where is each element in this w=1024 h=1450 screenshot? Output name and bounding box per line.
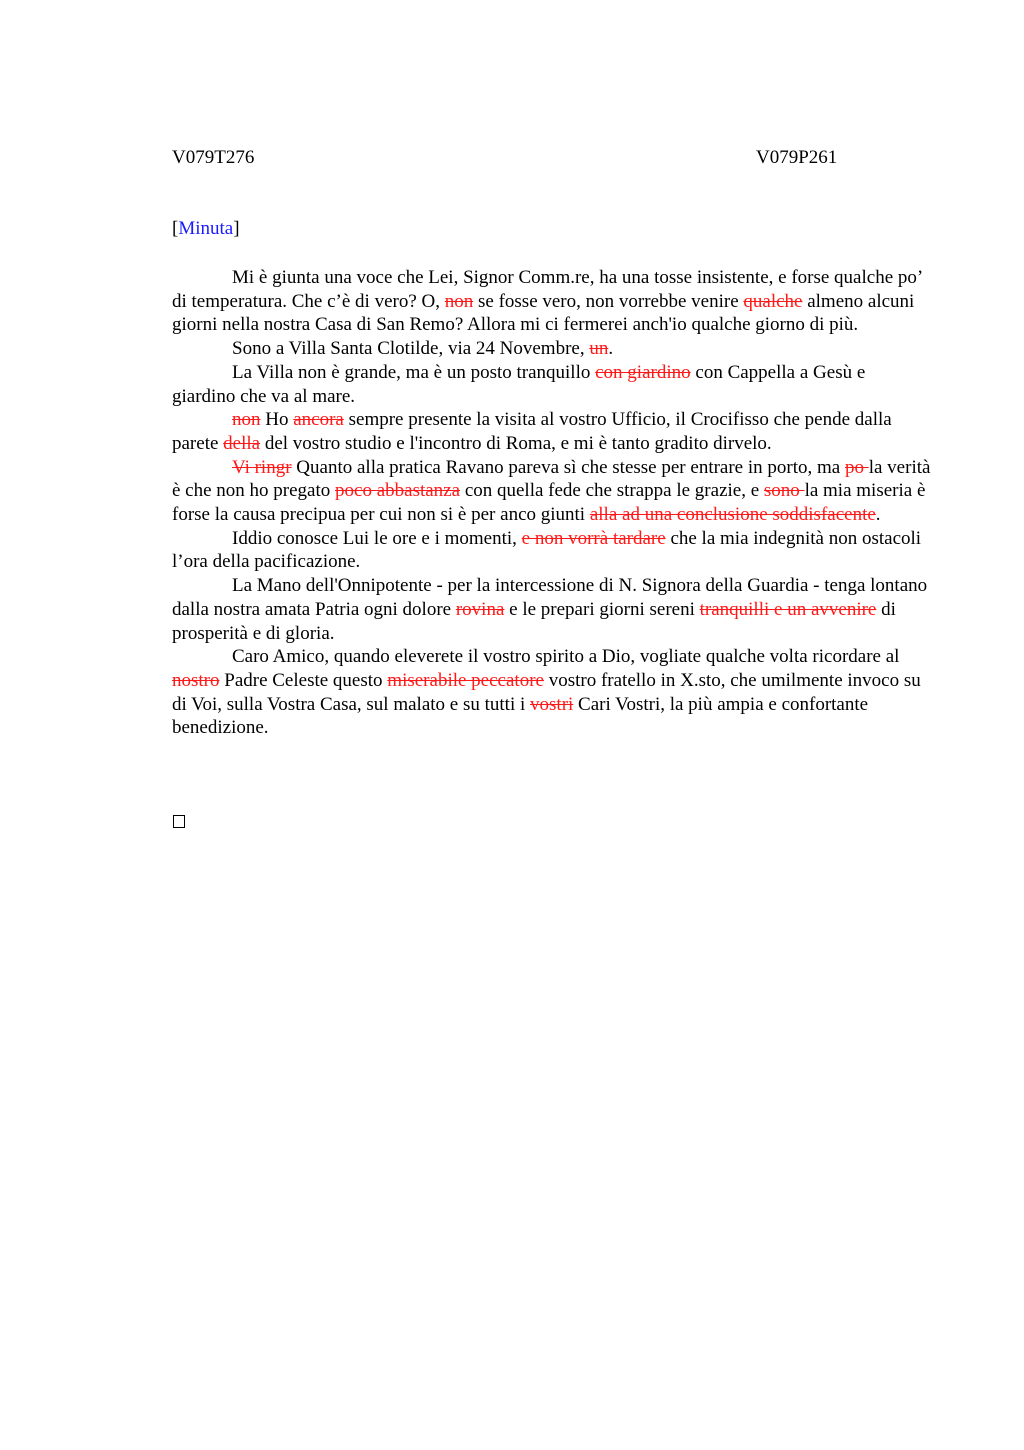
minuta-label: Minuta [178,218,234,239]
deleted-text: ancora [293,409,344,431]
letter-paragraph-5 [172,456,932,527]
deleted-text: vostri [530,693,574,715]
deleted-text: nostro [172,669,220,691]
deleted-text: un [589,338,609,360]
deleted-text: alla ad una conclusione soddisfacente [589,504,876,526]
text-run: Iddio conosce Lui le ore e i momenti, [232,527,522,549]
letter-paragraph-4 [172,408,932,455]
text-run: che la mia indegnità non ostacoli l’ora della pacificazione. [172,527,922,573]
letter-paragraph-6 [172,527,932,574]
text-run: Cari Vostri, la più ampia e confortante benedizione. [172,693,869,739]
text-run: sempre presente la visita al vostro Ufficio, il Crocifisso che pende dalla parete [172,409,892,454]
text-run: Ho [260,409,294,431]
deleted-text: e non vorrà tardare [521,527,666,549]
deleted-text: Vi ringr [232,456,292,478]
text-run: se fosse vero, non vorrebbe venire [473,290,744,312]
text-run: Quanto alla pratica Ravano pareva sì che stesse per entrare in porto, ma [291,456,845,478]
deleted-text: poco abbastanza [335,480,461,502]
text-run: la verità è che non ho pregato [172,456,931,502]
text-run: con Cappella a Gesù e giardino che va al mare. [172,361,866,407]
text-run: del vostro studio e l'incontro di Roma, e mi è tanto gradito dirvelo. [260,432,772,454]
deleted-text: con giardino [595,361,691,383]
text-run: La Villa non è grande, ma è un posto tranquillo [232,361,596,383]
deleted-text: po [844,456,869,478]
text-run: . [608,338,614,360]
letter-body [172,266,932,740]
text-run: vostro fratello in X.sto, che umilmente invoco su di Voi, sulla Vostra Casa, sul malato e su tutti i [172,669,921,715]
deleted-text: tranquilli e un avvenire [699,598,877,620]
letter-paragraph-7 [172,574,932,645]
deleted-text: rovina [455,598,505,620]
bracket-open: [ [172,218,179,239]
deleted-text: non [232,409,261,431]
text-run: la mia miseria è forse la causa precipua per cui non si è per anco giunti [172,480,926,526]
text-run: di prosperità e di gloria. [172,598,896,644]
text-run: Caro Amico, quando eleverete il vostro spirito a Dio, vogliate qualche volta ricordare al [232,646,900,668]
deleted-text: della [223,432,261,454]
document-code-right: V079P261 [756,147,838,168]
deleted-text: qualche [743,290,803,312]
deleted-text: sono [763,480,805,502]
deleted-text: non [444,290,474,312]
text-run: Sono a Villa Santa Clotilde, via 24 Novembre, [232,338,590,360]
end-of-document-box-icon [173,815,185,828]
text-run: Mi è giunta una voce che Lei, Signor Comm.re, ha una tosse insistente, e forse qualche po’ di temperatura. Che c’è di vero? O, [172,267,922,312]
letter-paragraph-1 [172,266,932,337]
text-run: . [875,504,881,526]
document-code-left: V079T276 [172,147,255,168]
text-run: La Mano dell'Onnipotente - per la intercessione di N. Signora della Guardia - tenga lontano dalla nostra amata Patria ogni dolore [172,575,928,620]
deleted-text: miserabile peccatore [387,669,544,691]
section-label [172,218,240,240]
text-run: e le prepari giorni sereni [504,598,700,620]
bracket-close: ] [233,218,240,239]
text-run: con quella fede che strappa le grazie, e [460,480,764,502]
text-run: almeno alcuni giorni nella nostra Casa di San Remo? Allora mi ci fermerei anch'io qualche giorno di più. [172,290,915,336]
text-run: Padre Celeste questo [219,669,388,691]
letter-paragraph-8 [172,645,932,740]
letter-paragraph-2 [172,337,932,361]
letter-paragraph-3 [172,361,932,408]
